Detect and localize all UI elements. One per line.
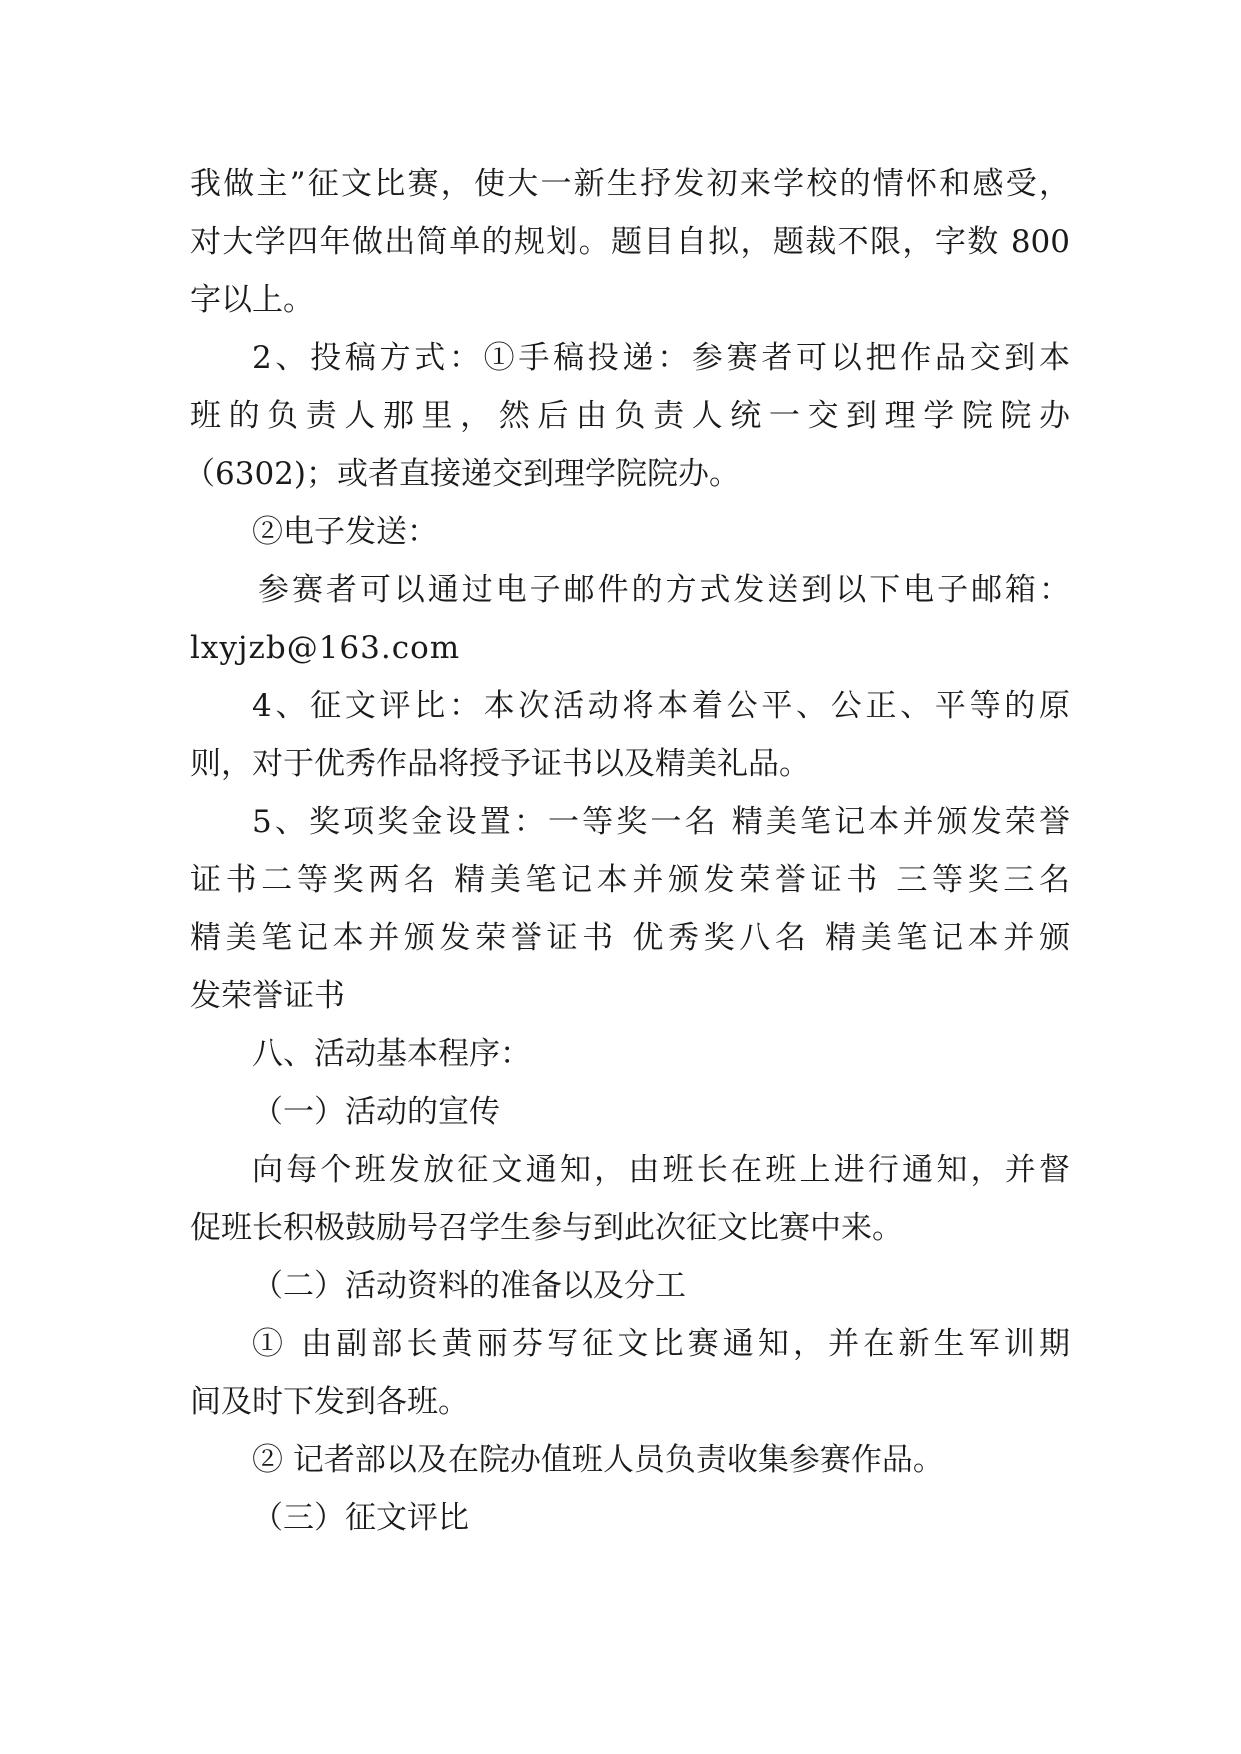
email-address: lxyjzb@163.com bbox=[190, 630, 461, 666]
text-line: ②电子发送： bbox=[252, 514, 438, 550]
text-line: 间及时下发到各班。 bbox=[190, 1384, 469, 1420]
text-line: 5、奖项奖金设置：一等奖一名 精美笔记本并颁发荣誉 bbox=[252, 804, 1070, 840]
text-line: 发荣誉证书 bbox=[190, 978, 345, 1014]
subsection-heading: （二）活动资料的准备以及分工 bbox=[252, 1268, 686, 1304]
text-line: ② 记者部以及在院办值班人员负责收集参赛作品。 bbox=[252, 1442, 944, 1478]
text-line: 对大学四年做出简单的规划。题目自拟，题裁不限，字数 800 bbox=[190, 224, 1070, 260]
text-line: 证书二等奖两名 精美笔记本并颁发荣誉证书 三等奖三名 bbox=[190, 862, 1070, 898]
text-line: 字以上。 bbox=[190, 282, 314, 318]
text-line: 班的负责人那里，然后由负责人统一交到理学院院办 bbox=[190, 398, 1070, 434]
text-line: 则，对于优秀作品将授予证书以及精美礼品。 bbox=[190, 746, 810, 782]
text-line: ① 由副部长黄丽芬写征文比赛通知，并在新生军训期 bbox=[252, 1326, 1070, 1362]
text-line: 参赛者可以通过电子邮件的方式发送到以下电子邮箱： bbox=[258, 572, 1070, 608]
text-line: 4、征文评比：本次活动将本着公平、公正、平等的原 bbox=[252, 688, 1070, 724]
text-line: （6302)；或者直接递交到理学院院办。 bbox=[184, 456, 740, 492]
text-line: 向每个班发放征文通知，由班长在班上进行通知，并督 bbox=[252, 1152, 1070, 1188]
text-line: 精美笔记本并颁发荣誉证书 优秀奖八名 精美笔记本并颁 bbox=[190, 920, 1070, 956]
text-line: 2、投稿方式：①手稿投递：参赛者可以把作品交到本 bbox=[252, 340, 1070, 376]
text-line: 促班长积极鼓励号召学生参与到此次征文比赛中来。 bbox=[190, 1210, 903, 1246]
text-line: 我做主”征文比赛，使大一新生抒发初来学校的情怀和感受， bbox=[190, 166, 1070, 202]
subsection-heading: （三）征文评比 bbox=[252, 1500, 469, 1536]
subsection-heading: （一）活动的宣传 bbox=[252, 1094, 500, 1130]
section-heading: 八、活动基本程序： bbox=[252, 1036, 531, 1072]
